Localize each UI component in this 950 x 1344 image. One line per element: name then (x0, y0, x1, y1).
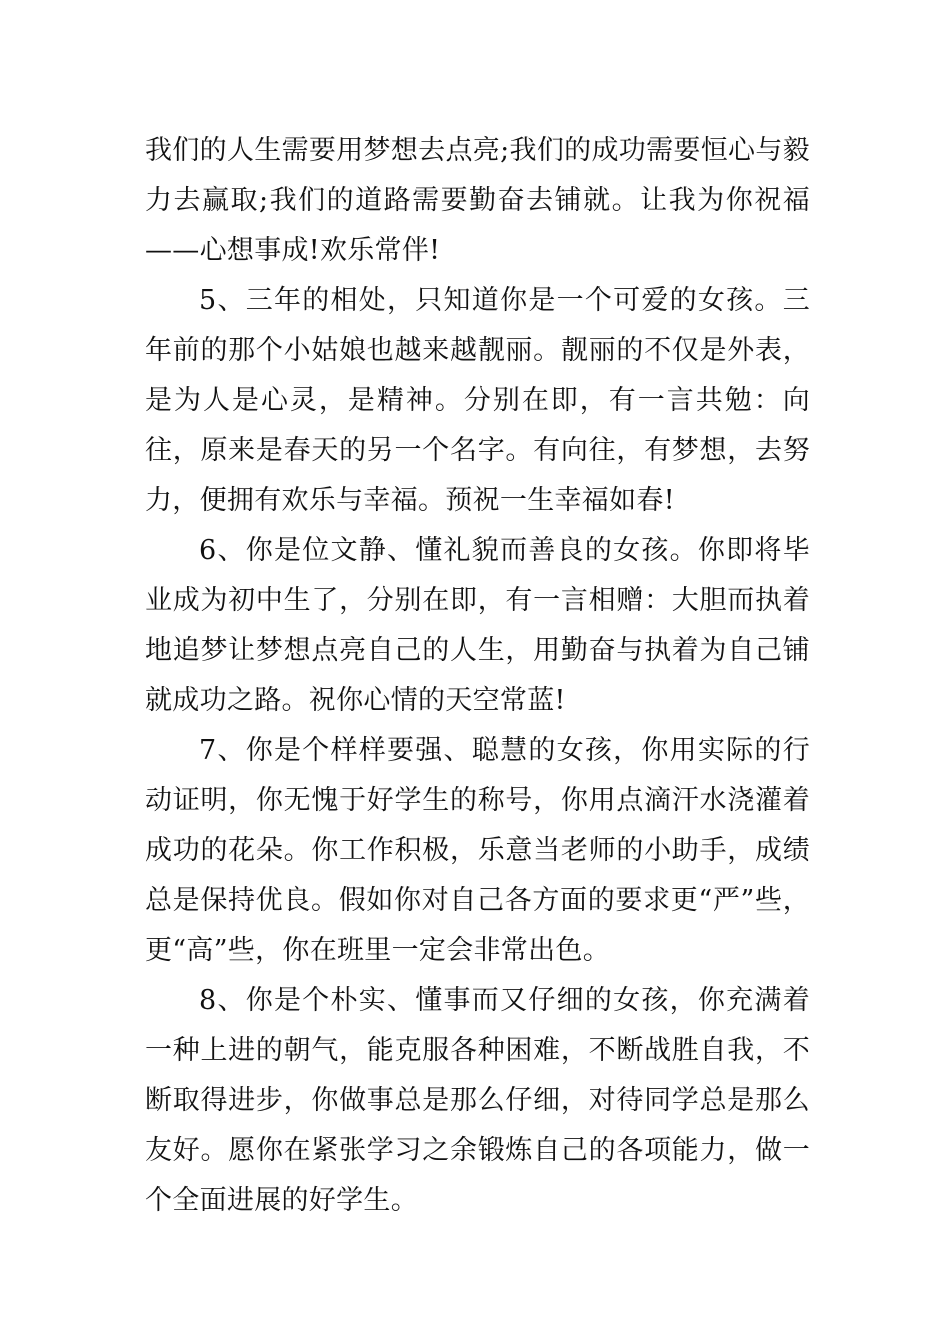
document-body (145, 126, 810, 1226)
paragraph-5: 5、三年的相处，只知道你是一个可爱的女孩。三年前的那个小姑娘也越来越靓丽。靓丽的不仅是外表，是为人是心灵，是精神。分别在即，有一言共勉：向往，原来是春天的另一个名字。有向往，有梦想，去努力，便拥有欢乐与幸福。预祝一生幸福如春! (145, 285, 810, 516)
paragraph-8: 8、你是个朴实、懂事而又仔细的女孩，你充满着一种上进的朝气，能克服各种困难，不断战胜自我，不断取得进步，你做事总是那么仔细，对待同学总是那么友好。愿你在紧张学习之余锻炼自己的各项能力，做一个全面进展的好学生。 (145, 985, 810, 1216)
paragraph-continuation: 我们的人生需要用梦想去点亮;我们的成功需要恒心与毅力去赢取;我们的道路需要勤奋去铺就。让我为你祝福——心想事成!欢乐常伴! (145, 135, 810, 266)
paragraph-7: 7、你是个样样要强、聪慧的女孩，你用实际的行动证明，你无愧于好学生的称号，你用点滴汗水浇灌着成功的花朵。你工作积极，乐意当老师的小助手，成绩总是保持优良。假如你对自己各方面的要求更“严”些，更“高”些，你在班里一定会非常出色。 (145, 735, 810, 966)
paragraph-6: 6、你是位文静、懂礼貌而善良的女孩。你即将毕业成为初中生了，分别在即，有一言相赠：大胆而执着地追梦让梦想点亮自己的人生，用勤奋与执着为自己铺就成功之路。祝你心情的天空常蓝! (145, 535, 810, 716)
